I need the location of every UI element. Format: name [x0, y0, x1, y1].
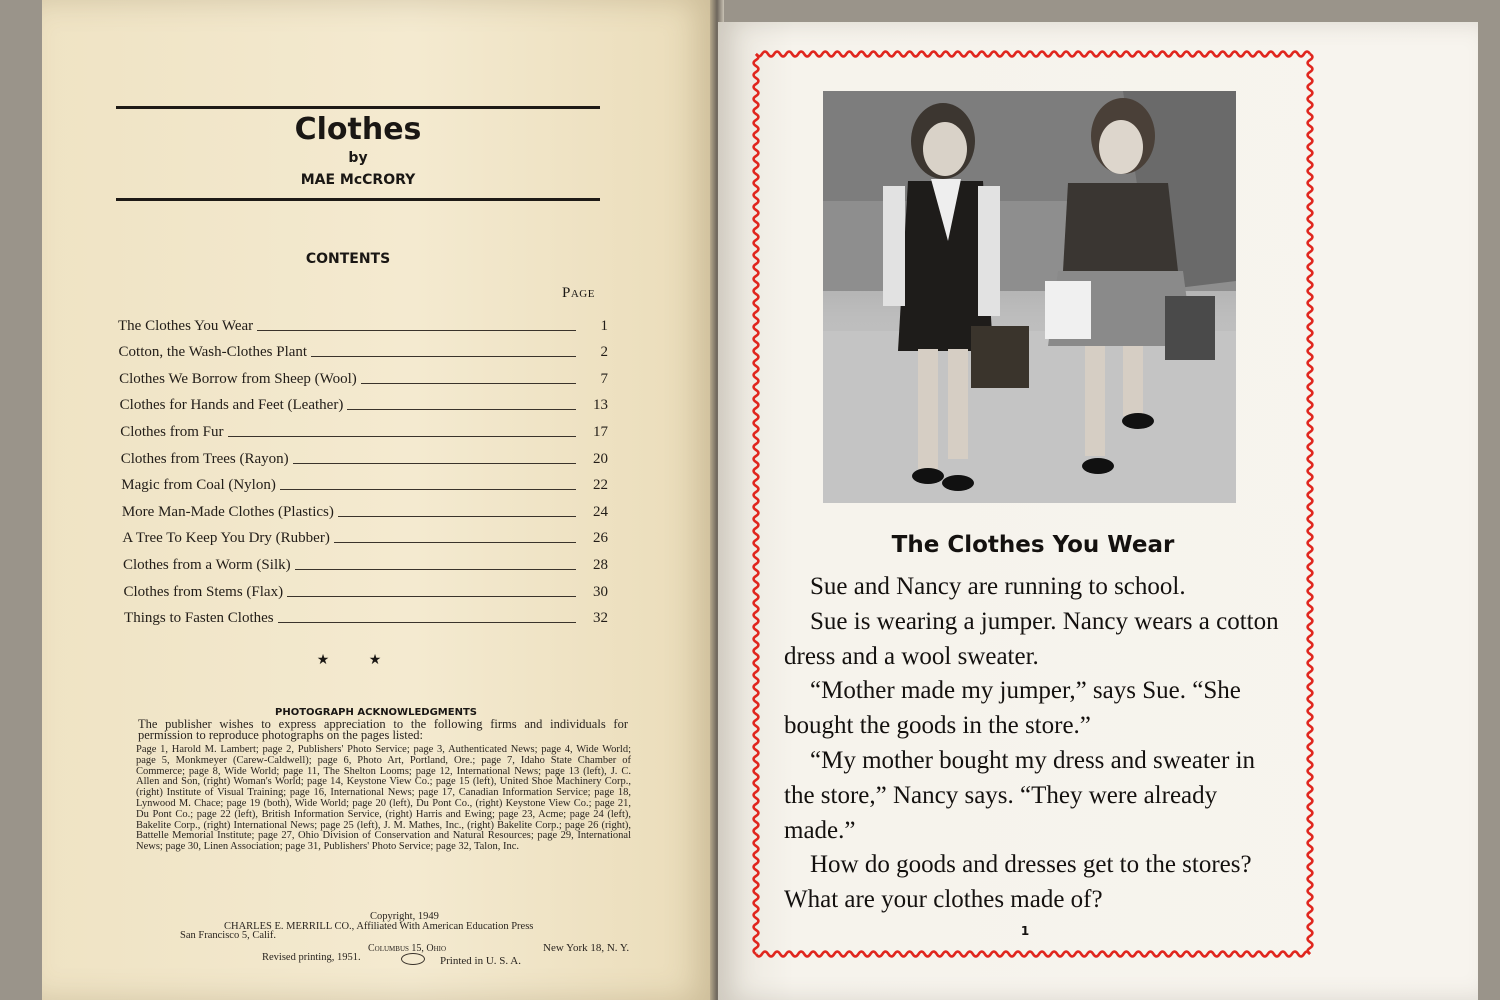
revised-printing: Revised printing, 1951.	[262, 952, 361, 963]
top-rule	[116, 106, 600, 109]
toc-entry	[118, 468, 608, 495]
book-title: Clothes	[294, 112, 422, 147]
toc-entry-title: Magic from Coal (Nylon)	[121, 477, 276, 494]
publisher-line: CHARLES E. MERRILL CO., Affiliated With American Education Press	[224, 921, 534, 932]
ornament-stars: ★ ★	[316, 653, 400, 668]
toc-entry	[118, 521, 608, 548]
story-paragraph: Sue is wearing a jumper. Nancy wears a cotton dress and a wool sweater.	[784, 607, 1279, 670]
bottom-rule	[116, 198, 600, 201]
toc-entry-title: Cotton, the Wash-Clothes Plant	[118, 344, 308, 361]
toc-entry	[118, 547, 608, 574]
toc-entry-page: 26	[593, 530, 608, 547]
toc-entry-title: Clothes from a Worm (Silk)	[122, 556, 291, 573]
story-paragraph: How do goods and dresses get to the stores? What are your clothes made of?	[784, 851, 1252, 914]
acknowledgments-heading: PHOTOGRAPH ACKNOWLEDGMENTS	[275, 707, 477, 718]
border-edge	[1308, 54, 1313, 954]
toc-leader-line	[278, 622, 576, 623]
toc-leader-line	[311, 356, 576, 357]
toc-leader-line	[338, 516, 576, 517]
toc-entry-title: The Clothes You Wear	[118, 317, 254, 334]
toc-entry-title: Things to Fasten Clothes	[124, 610, 274, 627]
toc-leader-line	[228, 436, 576, 437]
copyright-line: Copyright, 1949	[370, 911, 439, 922]
story-text	[784, 570, 1284, 918]
toc-leader-line	[347, 409, 576, 410]
toc-leader-line	[361, 383, 576, 384]
table-of-contents	[118, 308, 608, 627]
toc-entry-page: 2	[600, 344, 608, 361]
toc-entry	[118, 574, 608, 601]
san-francisco-office: San Francisco 5, Calif.	[180, 930, 276, 941]
toc-leader-line	[280, 489, 576, 490]
toc-entry-title: A Tree To Keep You Dry (Rubber)	[122, 530, 330, 547]
toc-entry-page: 30	[593, 583, 608, 600]
new-york-office: New York 18, N. Y.	[543, 942, 630, 954]
toc-entry-page: 17	[593, 423, 608, 440]
border-edge	[756, 952, 1310, 957]
by-line: by	[348, 150, 368, 166]
toc-entry	[118, 494, 608, 521]
toc-leader-line	[257, 330, 576, 331]
story-paragraph: Sue and Nancy are running to school.	[810, 573, 1186, 600]
story-paragraph: “Mother made my jumper,” says Sue. “She bought the goods in the store.”	[784, 677, 1241, 740]
toc-entry-page: 1	[600, 317, 608, 334]
toc-entry-page: 13	[593, 397, 608, 414]
printed-in: Printed in U. S. A.	[440, 955, 521, 967]
toc-entry-title: Clothes from Fur	[120, 423, 224, 440]
toc-leader-line	[334, 542, 576, 543]
toc-entry	[118, 601, 608, 628]
toc-entry	[118, 361, 608, 388]
author-name: MAE McCRORY	[300, 172, 416, 188]
toc-entry-page: 32	[593, 610, 608, 627]
border-edge	[756, 52, 1310, 57]
toc-entry-title: Clothes from Stems (Flax)	[123, 583, 284, 600]
toc-entry	[118, 388, 608, 415]
toc-entry	[118, 308, 608, 335]
story-paragraph: “My mother bought my dress and sweater in the store,” Nancy says. “They were already made.”	[784, 746, 1256, 844]
border-edge	[754, 54, 759, 954]
contents-heading: CONTENTS	[305, 251, 391, 267]
toc-leader-line	[295, 569, 576, 570]
toc-entry-title: More Man-Made Clothes (Plastics)	[121, 503, 334, 520]
toc-leader-line	[293, 463, 576, 464]
acknowledgments-body: Page 1, Harold M. Lambert; page 2, Publishers' Photo Service; page 3, Authenticated News; page 4, Wide World; page 5, Monkmeyer (Carew-Caldwell); page 6, Photo Art, Portland, Ore.; page 7, Idaho State Chamber of Commerce; page 8, Wide World; page 11, The Shelton Looms; page 12, International News; page 13 (left), J. C. Allen and Son, (right) Woman's World; page 14, Keystone View Co.; page 15 (left), United Shoe Machinery Corp., (right) Institute of Visual Training; page 16, International News; page 17, Canadian Information Service; page 18, Lynwood M. Chace; page 19 (both), Wide World; page 20 (left), Du Pont Co., (right) Keystone View Co.; page 21, Du Pont Co.; page 22 (left), British Information Service, (right) Harris and Ewing; page 23, Acme; page 24 (left), Bakelite Corp., (right) International News; page 25 (left), J. M. Mathes, Inc., (right) Bakelite Corp.; page 26 (right), Battelle Memorial Institute; page 27, Ohio Division of Conservation and Natural Resources; page 29, International News; page 30, Linen Association; page 31, Publishers' Photo Service; page 32, Talon, Inc.	[136, 744, 631, 853]
chapter-title: The Clothes You Wear	[891, 532, 1175, 558]
acknowledgments-intro: The publisher wishes to express appreciation to the following firms and individuals for permission to reproduce photographs on the pages listed:	[138, 717, 628, 742]
photo-girls-running-to-school	[823, 91, 1236, 503]
toc-entry	[118, 414, 608, 441]
toc-entry-page: 28	[593, 556, 608, 573]
toc-entry-title: Clothes We Borrow from Sheep (Wool)	[119, 370, 357, 387]
toc-entry-page: 20	[593, 450, 608, 467]
union-label-icon	[401, 953, 425, 965]
toc-entry	[118, 441, 608, 468]
toc-entry-page: 24	[593, 503, 608, 520]
columbus-office: Columbus 15, Ohio	[368, 943, 447, 954]
page-number: 1	[1020, 924, 1030, 938]
toc-entry-page: 7	[600, 370, 608, 387]
toc-entry	[118, 335, 608, 362]
toc-entry-title: Clothes for Hands and Feet (Leather)	[119, 397, 344, 414]
toc-entry-title: Clothes from Trees (Rayon)	[120, 450, 289, 467]
toc-leader-line	[287, 596, 576, 597]
photo-illustration	[823, 91, 1236, 503]
toc-entry-page: 22	[593, 477, 608, 494]
page-column-label: Page	[562, 285, 595, 301]
